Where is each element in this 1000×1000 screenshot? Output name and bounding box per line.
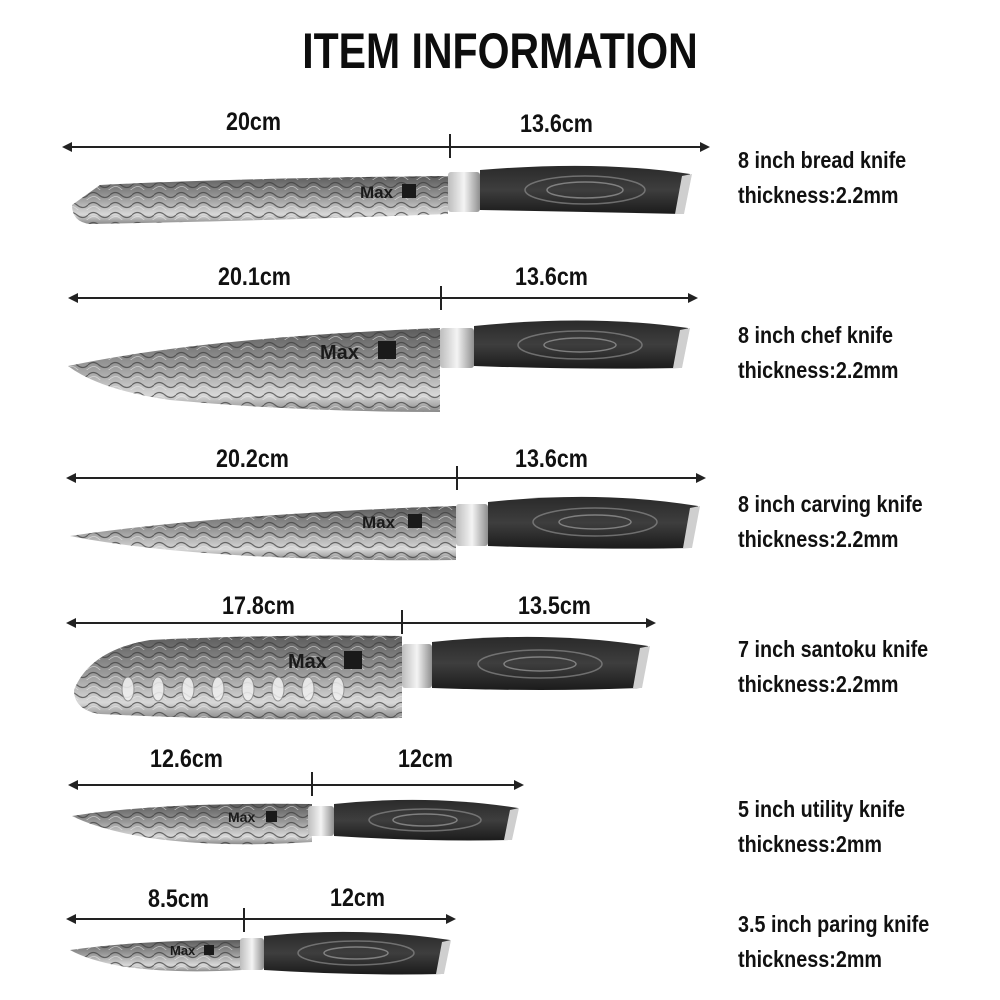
handle-length-label: 12cm: [398, 745, 453, 773]
knife-name: 8 inch chef knife: [738, 322, 893, 348]
brand-logo: Max: [320, 342, 359, 364]
blade-length-label: 20.1cm: [218, 263, 291, 291]
brand-logo: Max: [228, 809, 256, 825]
handle-length-label: 13.6cm: [515, 445, 588, 473]
blade-length-label: 20.2cm: [216, 445, 289, 473]
knife-thickness: thickness:2mm: [738, 946, 883, 972]
knife-name: 7 inch santoku knife: [738, 636, 929, 662]
knife-thickness: thickness:2.2mm: [738, 526, 899, 552]
knife-thickness: thickness:2.2mm: [738, 182, 899, 208]
brand-logo: Max: [170, 943, 196, 958]
blade-length-label: 12.6cm: [150, 745, 223, 773]
handle-length-label: 12cm: [330, 884, 385, 912]
page-title: ITEM INFORMATION: [302, 23, 698, 79]
blade-length-label: 8.5cm: [148, 885, 209, 913]
knife-name: 5 inch utility knife: [738, 796, 906, 822]
brand-logo: Max: [362, 513, 396, 532]
brand-logo: Max: [360, 183, 394, 202]
blade-length-label: 17.8cm: [222, 592, 295, 620]
handle-length-label: 13.5cm: [518, 592, 591, 620]
knife-name: 8 inch carving knife: [738, 491, 923, 517]
knife-thickness: thickness:2.2mm: [738, 671, 899, 697]
brand-logo: Max: [288, 651, 327, 673]
knife-thickness: thickness:2mm: [738, 831, 883, 857]
knife-name: 3.5 inch paring knife: [738, 911, 930, 937]
handle-length-label: 13.6cm: [515, 263, 588, 291]
blade-length-label: 20cm: [226, 108, 281, 136]
knife-name: 8 inch bread knife: [738, 147, 907, 173]
handle-length-label: 13.6cm: [520, 110, 593, 138]
knife-thickness: thickness:2.2mm: [738, 357, 899, 383]
